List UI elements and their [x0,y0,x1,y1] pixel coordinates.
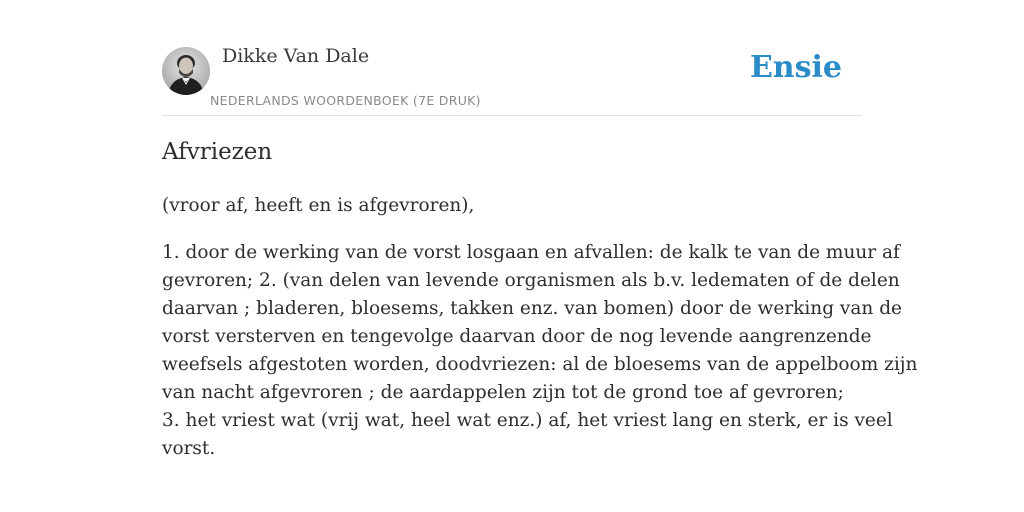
definition-line: daarvan ; bladeren, bloesems, takken enz. van bomen) door de werking van de [162,298,902,319]
definition-line: gevroren; 2. (van delen van levende organismen als b.v. ledematen of de delen [162,270,900,291]
author-avatar[interactable] [162,47,210,95]
entry-header [162,0,862,116]
entry-content [162,192,918,482]
entry-card [162,0,918,512]
definition-line: vorst. [162,438,216,459]
definition-line: vorst versterven en tengevolge daarvan door de nog levende aangrenzende [162,326,872,347]
portrait-icon [162,47,210,95]
definition-line: 1. door de werking van de vorst losgaan en afvallen: de kalk te van de muur af [162,242,900,263]
definition-line: weefsels afgestoten worden, doodvriezen: al de bloesems van de appelboom zijn [162,354,918,375]
author-name[interactable]: Dikke Van Dale [222,45,370,67]
entry-title: Afvriezen [162,139,273,165]
definition-line: van nacht afgevroren ; de aardappelen zijn tot de grond toe af gevroren; [162,382,844,403]
brand-logo[interactable]: Ensie [749,50,842,85]
source-label: NEDERLANDS WOORDENBOEK (7E DRUK) [210,93,481,108]
definition-line: 3. het vriest wat (vrij wat, heel wat enz.) af, het vriest lang en sterk, er is veel [162,410,893,431]
definition-text [162,239,918,463]
grammar-note: (vroor af, heeft en is afgevroren), [162,195,475,216]
